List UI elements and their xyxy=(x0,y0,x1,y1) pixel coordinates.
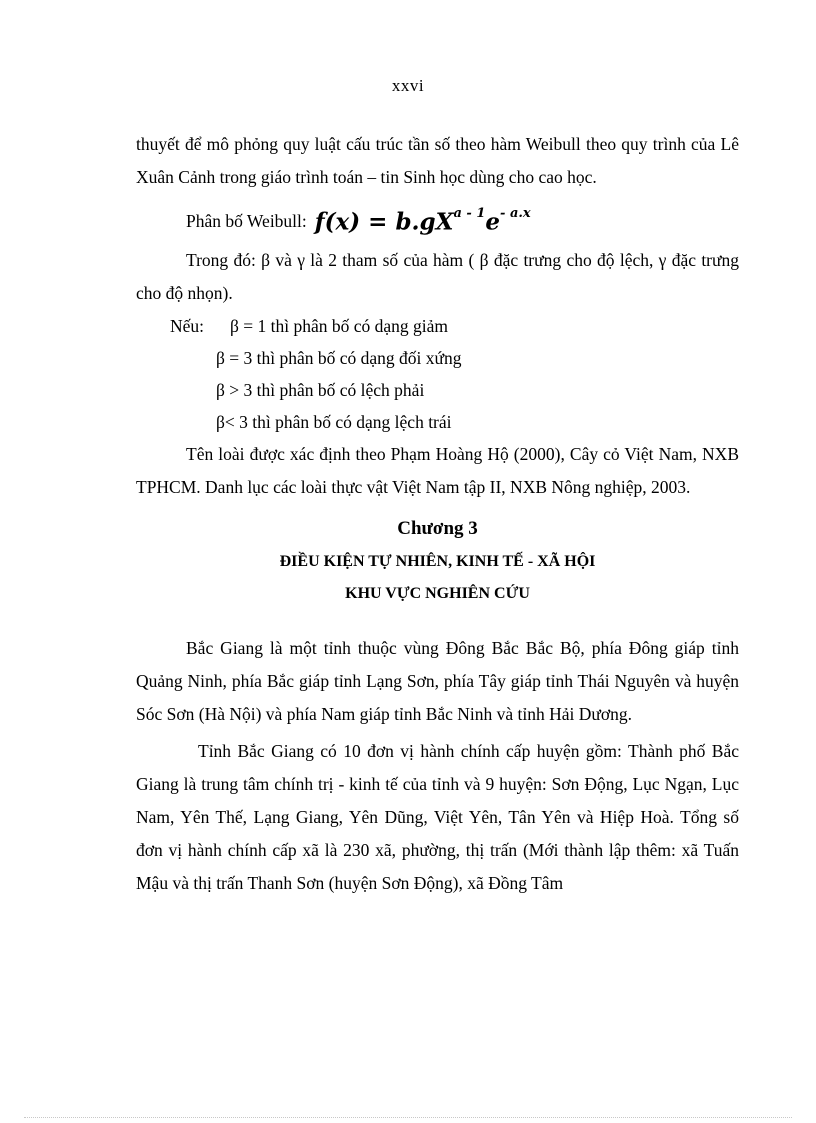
condition-row-1 xyxy=(136,310,739,342)
weibull-formula-line xyxy=(136,202,739,238)
condition-row-4 xyxy=(136,406,739,438)
formula-body: b.gX xyxy=(395,209,454,236)
condition-item: β< 3 thì phân bố có dạng lệch trái xyxy=(216,412,452,432)
weibull-formula xyxy=(315,203,531,238)
page-bottom-border xyxy=(24,1117,792,1118)
chapter-subtitle-1: ĐIỀU KIỆN TỰ NHIÊN, KINH TẾ - XÃ HỘI xyxy=(279,553,596,570)
paragraph-admin: Tỉnh Bắc Giang có 10 đơn vị hành chính cấp huyện gồm: Thành phố Bắc Giang là trung tâm chính trị - kinh tế của tỉnh và 9 huyện: Sơn Động, Lục Ngạn, Lục Nam, Yên Thế, Lạng Giang, Yên Dũng, Việt Yên, Tân Yên và Hiệp Hoà. Tổng số đơn vị hành chính cấp xã là 230 xã, phường, thị trấn (Mới thành lập thêm: xã Tuấn Mậu và thị trấn Thanh Sơn (huyện Sơn Động), xã Đồng Tâm xyxy=(136,741,739,893)
formula-lhs: f(x) = xyxy=(314,209,396,236)
formula-e: e xyxy=(485,209,501,236)
formula-exponent-1: a - 1 xyxy=(453,206,486,222)
chapter-title: Chương 3 xyxy=(397,518,478,539)
condition-item: β = 3 thì phân bố có dạng đối xứng xyxy=(216,348,462,368)
chapter-subtitle-2: KHU VỰC NGHIÊN CỨU xyxy=(345,585,530,602)
document-body xyxy=(136,128,739,900)
paragraph-location: Bắc Giang là một tỉnh thuộc vùng Đông Bắc Bắc Bộ, phía Đông giáp tỉnh Quảng Ninh, phía Bắc giáp tỉnh Lạng Sơn, phía Tây giáp tỉnh Thái Nguyên và huyện Sóc Sơn (Hà Nội) và phía Nam giáp tỉnh Bắc Ninh và tỉnh Hải Dương. xyxy=(136,638,739,724)
condition-item: β = 1 thì phân bố có dạng giảm xyxy=(230,316,449,336)
condition-label: Nếu: xyxy=(170,316,205,336)
condition-row-2 xyxy=(136,342,739,374)
condition-item: β > 3 thì phân bố có lệch phải xyxy=(216,380,425,400)
paragraph-intro: thuyết để mô phỏng quy luật cấu trúc tần số theo hàm Weibull theo quy trình của Lê Xuân Cảnh trong giáo trình toán – tin Sinh học dùng cho cao học. xyxy=(136,134,739,187)
condition-row-3 xyxy=(136,374,739,406)
formula-label: Phân bố Weibull: xyxy=(186,211,307,231)
page-number: xxvi xyxy=(391,76,425,95)
paragraph-species: Tên loài được xác định theo Phạm Hoàng Hộ (2000), Cây cỏ Việt Nam, NXB TPHCM. Danh lục các loài thực vật Việt Nam tập II, NXB Nông nghiệp, 2003. xyxy=(136,444,739,497)
paragraph-params: Trong đó: β và γ là 2 tham số của hàm ( β đặc trưng cho độ lệch, γ đặc trưng cho độ nhọn). xyxy=(136,250,739,303)
formula-exponent-2: - a.x xyxy=(500,206,531,222)
